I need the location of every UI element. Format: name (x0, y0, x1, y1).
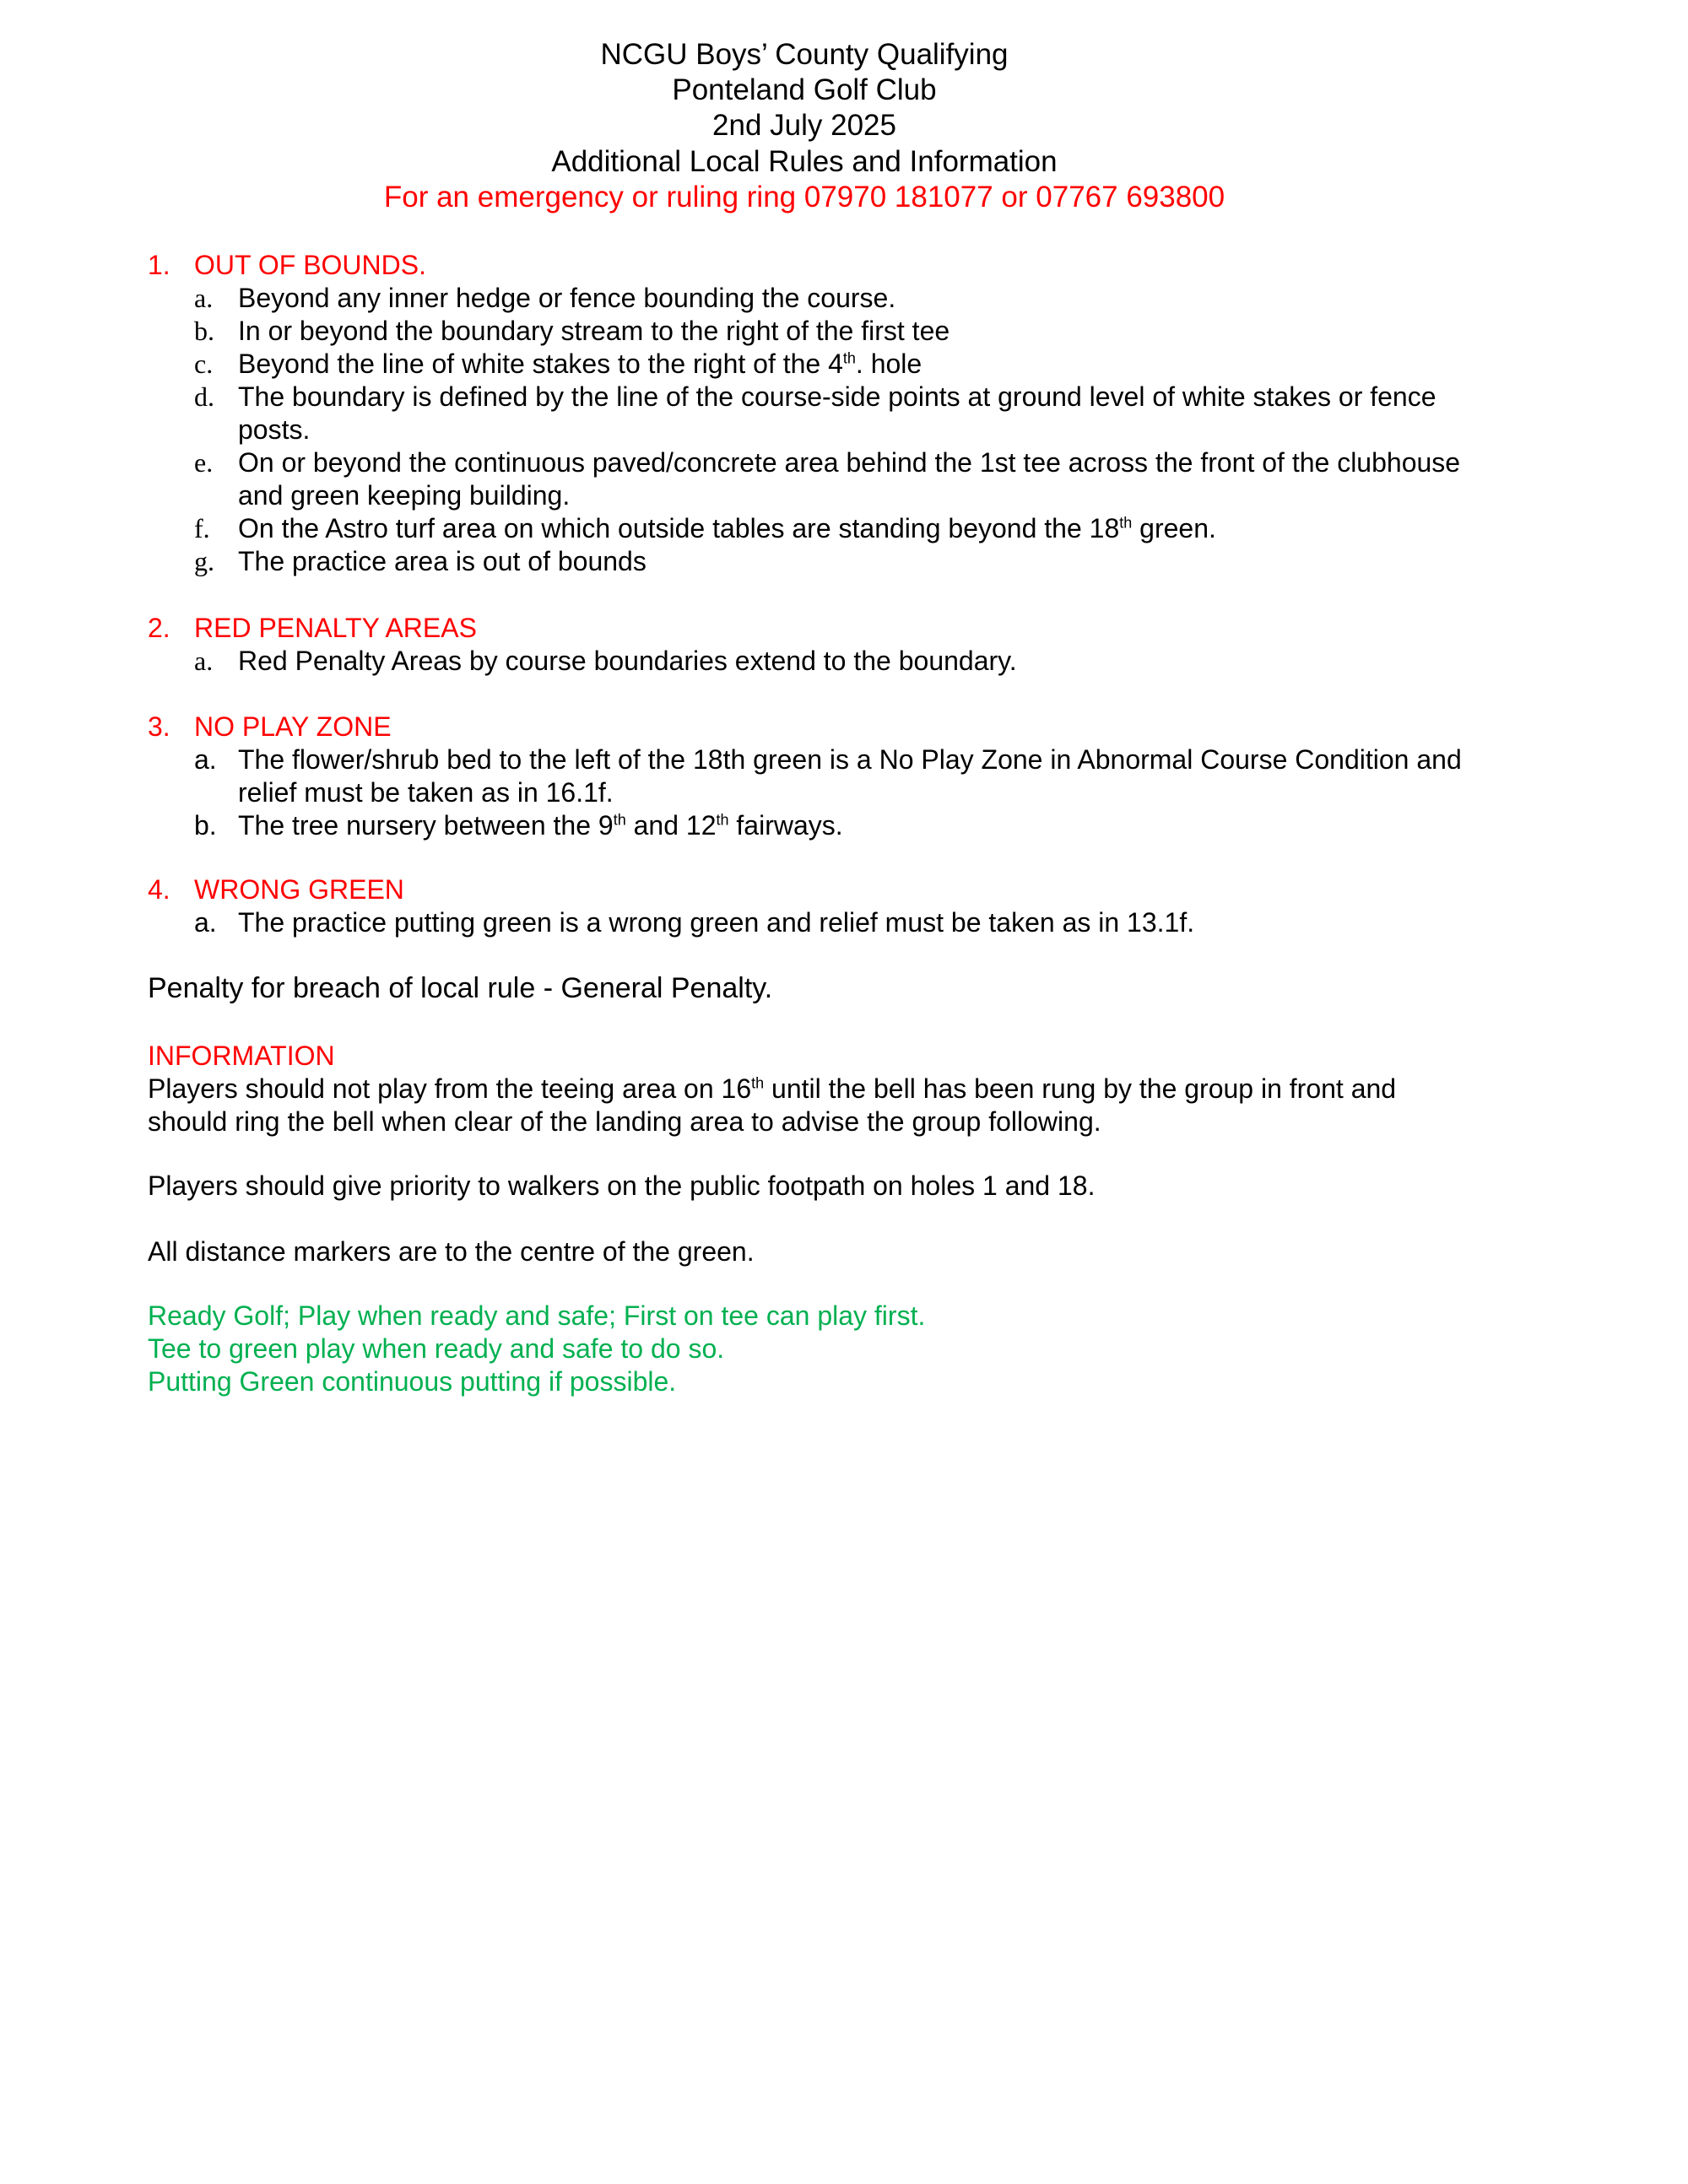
item-text: The tree nursery between the 9 (238, 810, 614, 841)
list-item (148, 381, 1464, 446)
item-letter: f. (194, 513, 210, 543)
item-letter: c. (194, 349, 214, 379)
item-text: On or beyond the continuous paved/concrete area behind the 1st tee across the front of the clubhouse and green keeping building. (238, 447, 1461, 511)
ready-golf-line: Tee to green play when ready and safe to do so. (148, 1333, 725, 1364)
ordinal-suffix: th (613, 811, 626, 829)
item-text: and 12 (625, 810, 717, 841)
item-text: The practice area is out of bounds (238, 546, 647, 576)
section-title: OUT OF BOUNDS. (194, 250, 426, 280)
list-item (148, 809, 1464, 842)
ordinal-suffix: th (842, 349, 856, 367)
list-item (148, 282, 1464, 315)
section-heading (148, 873, 1464, 906)
list-item (148, 348, 1464, 381)
section-wrong-green (148, 873, 1464, 939)
information-heading: INFORMATION (148, 1041, 335, 1071)
document-header (0, 37, 1609, 215)
list-item (148, 545, 1464, 578)
item-text: green. (1132, 513, 1216, 543)
venue: Ponteland Golf Club (672, 73, 937, 107)
ordinal-suffix: th (1119, 514, 1133, 532)
list-item (148, 645, 1464, 678)
list-item (148, 315, 1464, 348)
item-letter: b. (194, 810, 217, 841)
emergency-contact: For an emergency or ruling ring 07970 181077 or 07767 693800 (383, 180, 1225, 214)
section-title: NO PLAY ZONE (194, 711, 392, 742)
item-text: The boundary is defined by the line of the course-side points at ground level of white stakes or fence posts. (238, 381, 1436, 445)
ordinal-suffix: th (751, 1074, 765, 1092)
ordinal-suffix: th (716, 811, 729, 829)
document-subtitle: Additional Local Rules and Information (551, 144, 1058, 178)
item-letter: a. (194, 907, 217, 938)
item-letter: b. (194, 316, 214, 346)
item-text: Beyond the line of white stakes to the right of the 4 (238, 349, 843, 379)
item-text: On the Astro turf area on which outside tables are standing beyond the 18 (238, 513, 1120, 543)
bell-text: Players should not play from the teeing area on 16 (148, 1073, 752, 1104)
ready-golf-line: Putting Green continuous putting if possible. (148, 1366, 677, 1397)
section-number: 1. (148, 250, 170, 280)
section-heading (148, 711, 1464, 743)
section-number: 2. (148, 613, 170, 643)
event-date: 2nd July 2025 (712, 109, 896, 143)
ready-golf-line: Ready Golf; Play when ready and safe; First on tee can play first. (148, 1300, 926, 1331)
penalty-statement: Penalty for breach of local rule - General Penalty. (148, 972, 773, 1004)
section-heading (148, 612, 1464, 645)
footpath-note: Players should give priority to walkers on the public footpath on holes 1 and 18. (148, 1170, 1096, 1201)
section-title: WRONG GREEN (194, 874, 404, 905)
ready-golf-notes (148, 1300, 1464, 1398)
section-out-of-bounds (148, 249, 1464, 578)
item-letter: e. (194, 447, 214, 478)
item-letter: g. (194, 546, 214, 576)
bell-text: until the bell has been rung by the group in front and should ring the bell when clear of the landing area to advise the group following. (148, 1073, 1397, 1137)
item-letter: a. (194, 744, 217, 775)
distance-note: All distance markers are to the centre of the green. (148, 1236, 755, 1267)
list-item (148, 446, 1464, 512)
list-item (148, 512, 1464, 545)
item-text: Red Penalty Areas by course boundaries extend to the boundary. (238, 646, 1017, 676)
item-text: fairways. (728, 810, 843, 841)
item-text: Beyond any inner hedge or fence bounding the course. (238, 283, 896, 313)
item-letter: a. (194, 283, 214, 313)
information-section (148, 1040, 1464, 1138)
section-number: 4. (148, 874, 170, 905)
section-no-play-zone (148, 711, 1464, 842)
item-text: The practice putting green is a wrong green and relief must be taken as in 13.1f. (238, 907, 1195, 938)
list-item (148, 743, 1464, 809)
list-item (148, 906, 1464, 939)
section-red-penalty-areas (148, 612, 1464, 678)
item-text: . hole (855, 349, 922, 379)
item-letter: d. (194, 381, 214, 412)
item-text: In or beyond the boundary stream to the right of the first tee (238, 316, 950, 346)
bell-instruction (148, 1073, 1464, 1138)
section-number: 3. (148, 711, 170, 742)
item-letter: a. (194, 646, 214, 676)
item-text: The flower/shrub bed to the left of the 18th green is a No Play Zone in Abnormal Course Condition and relief must be taken as in 16.1f. (238, 744, 1462, 808)
section-title: RED PENALTY AREAS (194, 613, 477, 643)
section-heading (148, 249, 1464, 282)
event-title: NCGU Boys’ County Qualifying (600, 38, 1009, 71)
